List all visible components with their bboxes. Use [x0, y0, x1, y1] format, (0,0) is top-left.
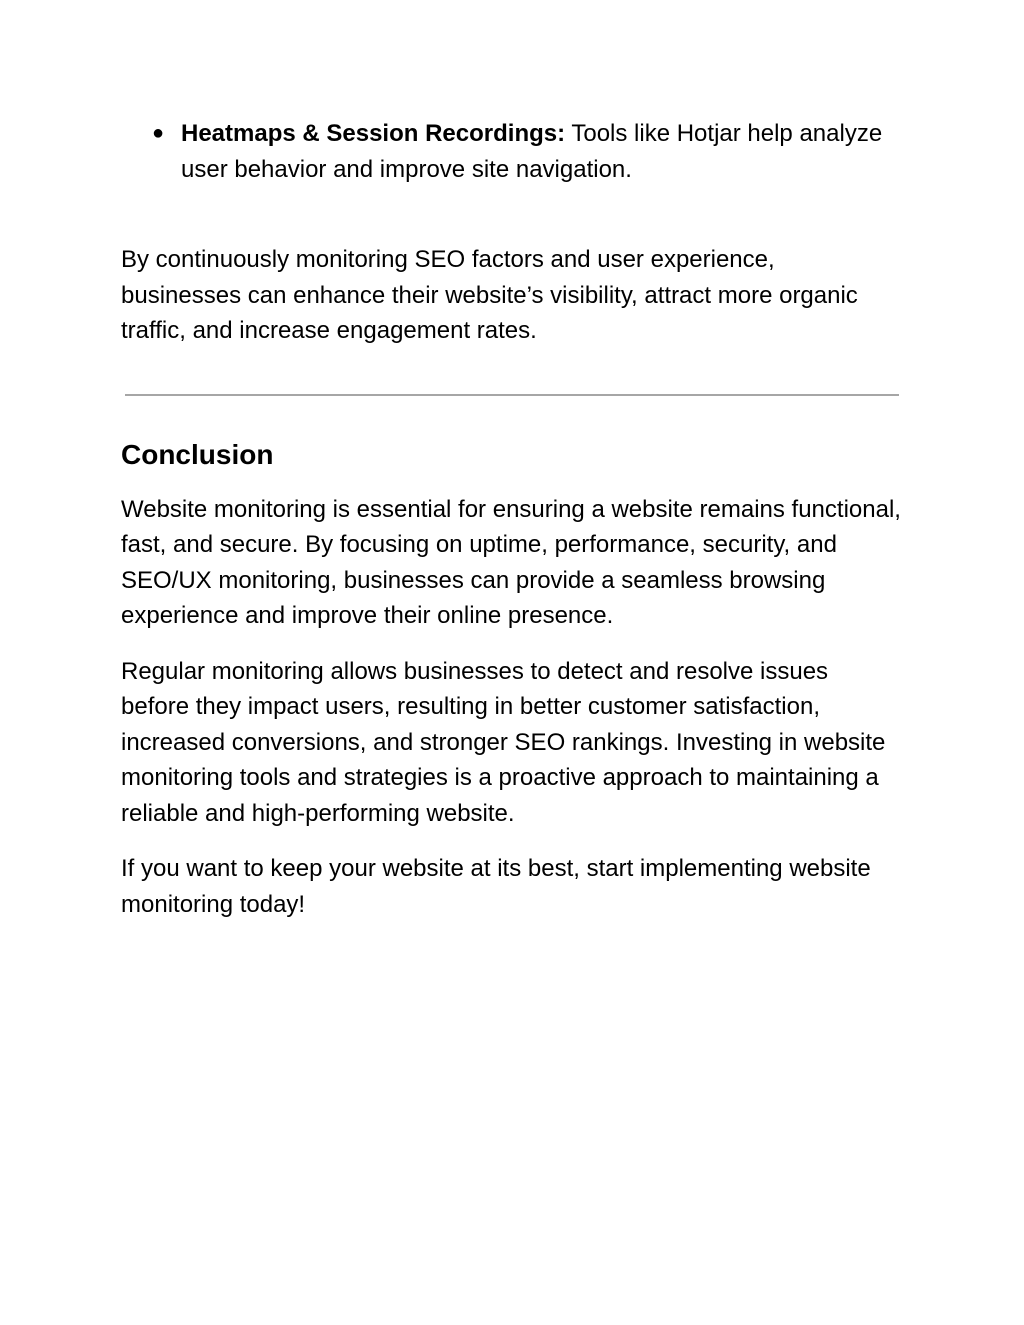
bullet-text: Tools like Hotjar help analyze user behavior and improve site navigation. — [181, 120, 883, 183]
conclusion-paragraph-1: Website monitoring is essential for ensuring a website remains functional, fast, and secure. By focusing on uptime, performance, security, and SEO/UX monitoring, businesses can provide a seamless browsing experience and improve their online presence. — [121, 495, 901, 629]
horizontal-divider — [125, 394, 899, 396]
intro-paragraph: By continuously monitoring SEO factors and user experience, businesses can enhance their website’s visibility, attract more organic traffic, and increase engagement rates. — [121, 246, 858, 344]
conclusion-paragraph-3: If you want to keep your website at its best, start implementing website monitoring today! — [121, 855, 871, 918]
bullet-dot-icon: ● — [152, 122, 165, 144]
bullet-bold-label: Heatmaps & Session Recordings: — [181, 120, 566, 147]
bullet-item-heatmaps — [121, 116, 901, 187]
bullet-list — [121, 116, 901, 187]
conclusion-heading: Conclusion — [121, 438, 274, 470]
document-content — [121, 116, 901, 922]
conclusion-paragraph-2: Regular monitoring allows businesses to detect and resolve issues before they impact users, resulting in better customer satisfaction, increased conversions, and stronger SEO rankings. Investing in website monitoring tools and strategies is a proactive approach to maintaining a reliable and high-performing website. — [121, 657, 886, 827]
